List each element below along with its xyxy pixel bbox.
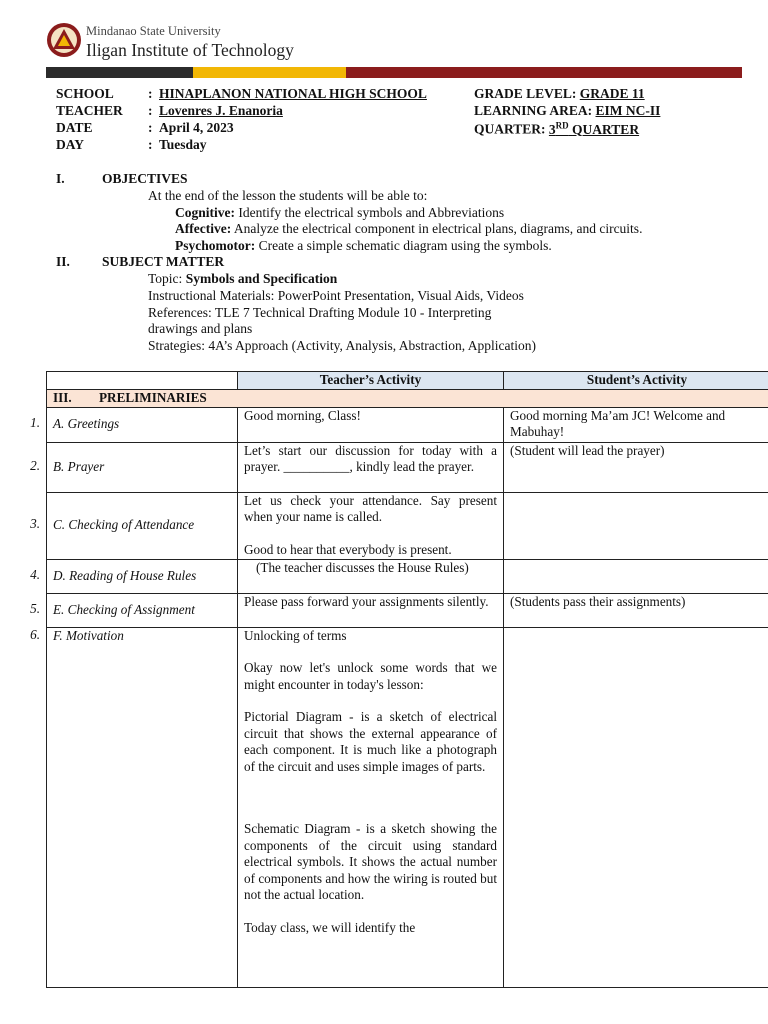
activity-cell: D. Reading of House Rules [47,559,238,593]
student-cell: (Student will lead the prayer) [504,442,768,492]
preliminaries-numeral: III. [53,390,72,405]
table-row [47,442,768,492]
table-row [47,492,768,559]
teacher-label: TEACHER [56,103,123,118]
school-label: SCHOOL [56,86,114,101]
subject-matter-numeral: II. [56,254,70,269]
row-number: 3. [30,516,40,531]
cognitive-text: Identify the electrical symbols and Abbreviations [238,205,505,220]
teacher-text: Unlocking of terms [244,627,347,643]
affective-label: Affective: [175,221,232,236]
materials-line: Instructional Materials: PowerPoint Presentation, Visual Aids, Videos [148,288,524,303]
objectives-numeral: I. [56,171,65,186]
activity-cell: B. Prayer [47,442,238,492]
quarter-field [474,120,639,138]
date-value: April 4, 2023 [159,120,234,135]
objectives-intro: At the end of the lesson the students will be able to: [148,188,428,203]
objective-psychomotor [175,238,552,254]
university-name: Mindanao State University [86,24,221,38]
grade-value: GRADE 11 [579,86,645,101]
quarter-number: 3 [548,121,556,137]
objective-affective [175,221,642,237]
objectives-heading: OBJECTIVES [102,171,188,186]
student-cell: (Students pass their assignments) [504,593,768,627]
teacher-text: Let us check your attendance. Say present when your name is called. [244,492,497,524]
student-cell [504,627,768,987]
psychomotor-label: Psychomotor: [175,238,256,253]
school-value: HINAPLANON NATIONAL HIGH SCHOOL [159,86,427,101]
row-number: 2. [30,458,40,473]
teacher-text: Schematic Diagram - is a sketch showing the components of the circuit using standard electrical symbols. It shows the actual number of components and how the wiring is routed but not the actual location. [244,821,497,902]
strategies-line: Strategies: 4A’s Approach (Activity, Analysis, Abstraction, Application) [148,338,536,353]
teacher-cell [238,627,504,987]
band-maroon [346,67,742,78]
student-cell: Good morning Ma’am JC! Welcome and Mabuhay! [504,407,768,442]
activity-cell: E. Checking of Assignment [47,593,238,627]
student-cell [504,492,768,559]
activity-cell: C. Checking of Attendance [47,492,238,559]
cognitive-label: Cognitive: [175,205,235,220]
university-seal-logo [46,22,82,58]
teacher-text: Today class, we will identify the [244,919,416,935]
learning-area-field [474,103,660,119]
psychomotor-text: Create a simple schematic diagram using the symbols. [258,238,552,253]
student-activity-header: Student’s Activity [504,372,768,390]
lesson-plan-table [46,371,768,988]
day-label: DAY [56,137,85,152]
topic-value: Symbols and Specification [185,271,338,286]
preliminaries-heading [47,390,768,408]
teacher-colon: : [148,103,153,118]
date-colon: : [148,120,153,135]
affective-text: Analyze the electrical component in electrical plans, diagrams, and circuits. [233,221,643,236]
teacher-text: Good to hear that everybody is present. [244,541,452,557]
teacher-cell: Please pass forward your assignments silently. [238,593,504,627]
objective-cognitive [175,205,504,221]
activity-cell: F. Motivation [47,627,238,987]
row-number: 1. [30,415,40,430]
preliminaries-row [47,390,768,408]
teacher-cell [238,492,504,559]
school-colon: : [148,86,153,101]
table-row [47,593,768,627]
area-label: LEARNING AREA: [474,103,593,118]
references-line-1: References: TLE 7 Technical Drafting Module 10 - Interpreting [148,305,492,320]
area-value: EIM NC-II [595,103,661,118]
campus-name: Iligan Institute of Technology [86,40,294,60]
row-number: 5. [30,601,40,616]
teacher-cell: Let’s start our discussion for today with a prayer. __________, kindly lead the prayer. [238,442,504,492]
student-cell [504,559,768,593]
quarter-word: QUARTER [572,121,640,137]
preliminaries-title: PRELIMINARIES [99,390,207,405]
references-line-2: drawings and plans [148,321,253,336]
band-gold [193,67,346,78]
table-row [47,559,768,593]
topic-label: Topic: [148,271,183,286]
quarter-superscript: RD [555,120,569,130]
band-dark [46,67,193,78]
teacher-activity-header: Teacher’s Activity [238,372,504,390]
grade-level-field [474,86,645,102]
date-label: DATE [56,120,93,135]
row-number: 4. [30,567,40,582]
subject-matter-heading: SUBJECT MATTER [102,254,225,269]
teacher-cell: (The teacher discusses the House Rules) [238,559,504,593]
table-row [47,407,768,442]
teacher-cell: Good morning, Class! [238,407,504,442]
teacher-value: Lovenres J. Enanoria [159,103,283,118]
teacher-text: Pictorial Diagram - is a sketch of electrical circuit that shows the external appearance of each component. It is much like a photograph of the circuit and uses simple images of parts. [244,709,497,774]
topic-line [148,271,337,287]
quarter-label: QUARTER: [474,121,546,137]
teacher-text: Okay now let's unlock some words that we might encounter in today's lesson: [244,660,497,692]
header-blank-cell [47,372,238,390]
table-row [47,627,768,987]
activity-cell: A. Greetings [47,407,238,442]
day-colon: : [148,137,153,152]
grade-label: GRADE LEVEL: [474,86,577,101]
quarter-value [549,122,639,137]
day-value: Tuesday [159,137,207,152]
row-number: 6. [30,627,40,642]
table-header-row [47,372,768,390]
